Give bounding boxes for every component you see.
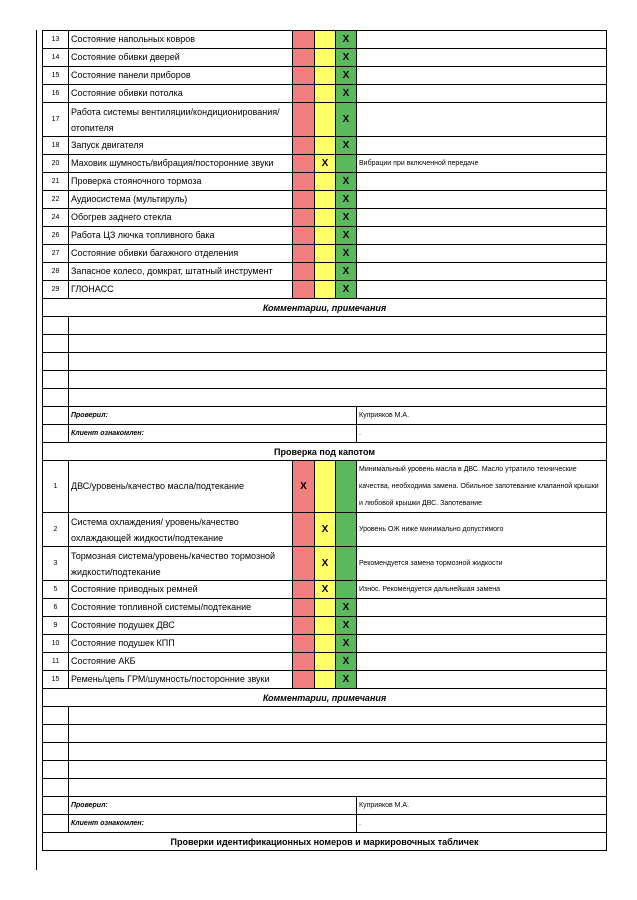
checked-by-value[interactable]: Куприяков М.А. xyxy=(357,407,607,425)
yellow-status-cell[interactable] xyxy=(315,653,336,671)
red-status-cell[interactable]: X xyxy=(293,461,315,513)
row-number: 15 xyxy=(43,67,69,85)
comment-line xyxy=(43,725,607,743)
comment-input[interactable] xyxy=(69,335,607,353)
remark-cell[interactable]: Рекомендуется замена тормозной жидкости xyxy=(357,547,607,581)
item-label: ГЛОНАСС xyxy=(69,281,293,299)
checked-by-row xyxy=(43,407,607,425)
green-status-cell[interactable]: X xyxy=(336,31,357,49)
green-status-cell[interactable] xyxy=(336,547,357,581)
comment-gutter xyxy=(43,371,69,389)
red-status-cell[interactable] xyxy=(293,103,315,137)
comment-line xyxy=(43,335,607,353)
red-status-cell[interactable] xyxy=(293,245,315,263)
comment-line xyxy=(43,743,607,761)
item-label: Состояние подушек ДВС xyxy=(69,617,293,635)
yellow-status-cell[interactable]: X xyxy=(315,581,336,599)
yellow-status-cell[interactable]: X xyxy=(315,155,336,173)
comment-input[interactable] xyxy=(69,353,607,371)
red-status-cell[interactable] xyxy=(293,227,315,245)
comment-gutter xyxy=(43,743,69,761)
green-status-cell[interactable] xyxy=(336,155,357,173)
comment-gutter xyxy=(43,317,69,335)
row-number: 21 xyxy=(43,173,69,191)
red-status-cell[interactable] xyxy=(293,653,315,671)
table-row xyxy=(43,31,607,49)
comment-input[interactable] xyxy=(69,761,607,779)
row-number: 22 xyxy=(43,191,69,209)
row-number: 14 xyxy=(43,49,69,67)
red-status-cell[interactable] xyxy=(293,671,315,689)
client-acknowledged-row xyxy=(43,425,607,443)
item-label: Состояние обивки потолка xyxy=(69,85,293,103)
yellow-status-cell[interactable] xyxy=(315,85,336,103)
comment-gutter xyxy=(43,725,69,743)
red-status-cell[interactable] xyxy=(293,85,315,103)
item-label: Ремень/цепь ГРМ/шумность/посторонние звуки xyxy=(69,671,293,689)
remark-cell[interactable] xyxy=(357,173,607,191)
table-row xyxy=(43,547,607,581)
yellow-status-cell[interactable] xyxy=(315,209,336,227)
under-hood-title: Проверка под капотом xyxy=(43,443,607,461)
item-label: Состояние подушек КПП xyxy=(69,635,293,653)
remark-cell[interactable] xyxy=(357,617,607,635)
table-row xyxy=(43,227,607,245)
cabin-check-section xyxy=(43,31,607,299)
table-row xyxy=(43,67,607,85)
row-number: 6 xyxy=(43,599,69,617)
yellow-status-cell[interactable] xyxy=(315,635,336,653)
row-number: 2 xyxy=(43,513,69,547)
comment-line xyxy=(43,761,607,779)
checked-by-row xyxy=(43,797,607,815)
yellow-status-cell[interactable] xyxy=(315,173,336,191)
item-label: Аудиосистема (мультируль) xyxy=(69,191,293,209)
red-status-cell[interactable] xyxy=(293,137,315,155)
green-status-cell[interactable]: X xyxy=(336,173,357,191)
yellow-status-cell[interactable] xyxy=(315,245,336,263)
yellow-status-cell[interactable] xyxy=(315,67,336,85)
table-row xyxy=(43,513,607,547)
section-header-row xyxy=(43,833,607,851)
row-number: 1 xyxy=(43,461,69,513)
item-label: Состояние обивки багажного отделения xyxy=(69,245,293,263)
section-header-row xyxy=(43,443,607,461)
row-number: 10 xyxy=(43,635,69,653)
red-status-cell[interactable] xyxy=(293,581,315,599)
comment-input[interactable] xyxy=(69,707,607,725)
red-status-cell[interactable] xyxy=(293,191,315,209)
row-number: 5 xyxy=(43,581,69,599)
table-row xyxy=(43,245,607,263)
green-status-cell[interactable]: X xyxy=(336,227,357,245)
yellow-status-cell[interactable] xyxy=(315,103,336,137)
item-label: Состояние панели приборов xyxy=(69,67,293,85)
row-number: 15 xyxy=(43,671,69,689)
green-status-cell[interactable]: X xyxy=(336,281,357,299)
table-row xyxy=(43,155,607,173)
checked-by-value[interactable]: Куприяков М.А. xyxy=(357,797,607,815)
yellow-status-cell[interactable]: X xyxy=(315,547,336,581)
comment-line xyxy=(43,317,607,335)
item-label: Проверка стояночного тормоза xyxy=(69,173,293,191)
yellow-status-cell[interactable] xyxy=(315,671,336,689)
comment-line xyxy=(43,353,607,371)
row-number: 9 xyxy=(43,617,69,635)
table-row xyxy=(43,173,607,191)
yellow-status-cell[interactable] xyxy=(315,599,336,617)
row-number: 28 xyxy=(43,263,69,281)
remark-cell[interactable] xyxy=(357,653,607,671)
yellow-status-cell[interactable] xyxy=(315,617,336,635)
green-status-cell[interactable]: X xyxy=(336,617,357,635)
red-status-cell[interactable] xyxy=(293,209,315,227)
section-header-row xyxy=(43,299,607,317)
row-number: 13 xyxy=(43,31,69,49)
remark-cell[interactable] xyxy=(357,137,607,155)
item-label: Запасное колесо, домкрат, штатный инструмент xyxy=(69,263,293,281)
comments-title: Комментарии, примечания xyxy=(43,689,607,707)
red-status-cell[interactable] xyxy=(293,49,315,67)
red-status-cell[interactable] xyxy=(293,155,315,173)
green-status-cell[interactable] xyxy=(336,513,357,547)
id-numbers-title: Проверки идентификационных номеров и маркировочных табличек xyxy=(43,833,607,851)
red-status-cell[interactable] xyxy=(293,617,315,635)
signature-gutter xyxy=(43,815,69,833)
item-label: ДВС/уровень/качество масла/подтекание xyxy=(69,461,293,513)
item-label: Работа системы вентиляции/кондиционирования/ отопителя xyxy=(69,103,293,137)
yellow-status-cell[interactable] xyxy=(315,281,336,299)
yellow-status-cell[interactable] xyxy=(315,461,336,513)
item-label: Состояние топливной системы/подтекание xyxy=(69,599,293,617)
remark-cell[interactable]: Уровень ОЖ ниже минимально допустимого xyxy=(357,513,607,547)
comment-line xyxy=(43,371,607,389)
remark-cell[interactable] xyxy=(357,599,607,617)
inspection-sheet xyxy=(42,30,607,851)
comment-gutter xyxy=(43,389,69,407)
comment-gutter xyxy=(43,779,69,797)
red-status-cell[interactable] xyxy=(293,281,315,299)
remark-cell[interactable]: Минимальный уровень масла в ДВС. Масло утратило технические качества, необходима замена. Обильное запотевание клапанной крышки и любовой крышки ДВС. Запотевание xyxy=(357,461,607,513)
checked-by-label: Проверил: xyxy=(69,797,357,815)
row-number: 29 xyxy=(43,281,69,299)
green-status-cell[interactable]: X xyxy=(336,671,357,689)
yellow-status-cell[interactable] xyxy=(315,49,336,67)
item-label: Тормозная система/уровень/качество тормозной жидкости/подтекание xyxy=(69,547,293,581)
checked-by-label: Проверил: xyxy=(69,407,357,425)
green-status-cell[interactable]: X xyxy=(336,653,357,671)
remark-cell[interactable] xyxy=(357,31,607,49)
remark-cell[interactable] xyxy=(357,49,607,67)
remark-cell[interactable]: Износ. Рекомендуется дальнейшая замена xyxy=(357,581,607,599)
remark-cell[interactable] xyxy=(357,263,607,281)
row-number: 17 xyxy=(43,103,69,137)
red-status-cell[interactable] xyxy=(293,635,315,653)
remark-cell[interactable] xyxy=(357,209,607,227)
yellow-status-cell[interactable]: X xyxy=(315,513,336,547)
remark-cell[interactable] xyxy=(357,281,607,299)
comment-gutter xyxy=(43,761,69,779)
table-row xyxy=(43,599,607,617)
item-label: Состояние приводных ремней xyxy=(69,581,293,599)
yellow-status-cell[interactable] xyxy=(315,191,336,209)
comment-line xyxy=(43,707,607,725)
comment-input[interactable] xyxy=(69,779,607,797)
green-status-cell[interactable]: X xyxy=(336,191,357,209)
signature-gutter xyxy=(43,407,69,425)
table-row xyxy=(43,281,607,299)
client-acknowledged-row xyxy=(43,815,607,833)
table-row xyxy=(43,191,607,209)
red-status-cell[interactable] xyxy=(293,67,315,85)
table-row xyxy=(43,49,607,67)
row-number: 26 xyxy=(43,227,69,245)
green-status-cell[interactable]: X xyxy=(336,103,357,137)
yellow-status-cell[interactable] xyxy=(315,137,336,155)
remark-cell[interactable] xyxy=(357,245,607,263)
red-status-cell[interactable] xyxy=(293,173,315,191)
comments-title: Комментарии, примечания xyxy=(43,299,607,317)
green-status-cell[interactable]: X xyxy=(336,599,357,617)
table-row xyxy=(43,653,607,671)
client-acknowledged-value[interactable]: . xyxy=(357,425,607,443)
remark-cell[interactable] xyxy=(357,85,607,103)
green-status-cell[interactable]: X xyxy=(336,137,357,155)
row-number: 3 xyxy=(43,547,69,581)
green-status-cell[interactable]: X xyxy=(336,263,357,281)
green-status-cell[interactable]: X xyxy=(336,245,357,263)
remark-cell[interactable] xyxy=(357,635,607,653)
item-label: Состояние обивки дверей xyxy=(69,49,293,67)
green-status-cell[interactable]: X xyxy=(336,209,357,227)
table-row xyxy=(43,671,607,689)
red-status-cell[interactable] xyxy=(293,513,315,547)
comments-section-1 xyxy=(43,299,607,443)
comment-input[interactable] xyxy=(69,725,607,743)
item-label: Состояние АКБ xyxy=(69,653,293,671)
red-status-cell[interactable] xyxy=(293,547,315,581)
row-number: 24 xyxy=(43,209,69,227)
table-row xyxy=(43,617,607,635)
client-acknowledged-value[interactable]: . xyxy=(357,815,607,833)
client-acknowledged-label: Клиент ознакомлен: xyxy=(69,815,357,833)
remark-cell[interactable] xyxy=(357,67,607,85)
item-label: Маховик шумность/вибрация/посторонние звуки xyxy=(69,155,293,173)
section-header-row xyxy=(43,689,607,707)
signature-gutter xyxy=(43,425,69,443)
table-row xyxy=(43,103,607,137)
row-number: 11 xyxy=(43,653,69,671)
table-row xyxy=(43,581,607,599)
yellow-status-cell[interactable] xyxy=(315,263,336,281)
table-row xyxy=(43,635,607,653)
table-row xyxy=(43,85,607,103)
item-label: Состояние напольных ковров xyxy=(69,31,293,49)
green-status-cell[interactable] xyxy=(336,581,357,599)
remark-cell[interactable]: Вибрации при включенной передаче xyxy=(357,155,607,173)
yellow-status-cell[interactable] xyxy=(315,31,336,49)
table-row xyxy=(43,263,607,281)
id-numbers-section xyxy=(43,833,607,851)
yellow-status-cell[interactable] xyxy=(315,227,336,245)
signature-gutter xyxy=(43,797,69,815)
comment-line xyxy=(43,389,607,407)
client-acknowledged-label: Клиент ознакомлен: xyxy=(69,425,357,443)
under-hood-section xyxy=(43,443,607,689)
remark-cell[interactable] xyxy=(357,191,607,209)
red-status-cell[interactable] xyxy=(293,599,315,617)
comment-gutter xyxy=(43,707,69,725)
table-row xyxy=(43,461,607,513)
comment-input[interactable] xyxy=(69,389,607,407)
comment-input[interactable] xyxy=(69,317,607,335)
comment-input[interactable] xyxy=(69,371,607,389)
comment-gutter xyxy=(43,335,69,353)
page-left-border xyxy=(36,30,37,870)
row-number: 27 xyxy=(43,245,69,263)
green-status-cell[interactable]: X xyxy=(336,67,357,85)
comments-section-2 xyxy=(43,689,607,833)
remark-cell[interactable] xyxy=(357,227,607,245)
row-number: 18 xyxy=(43,137,69,155)
red-status-cell[interactable] xyxy=(293,263,315,281)
comment-gutter xyxy=(43,353,69,371)
green-status-cell[interactable]: X xyxy=(336,85,357,103)
item-label: Система охлаждения/ уровень/качество охлаждающей жидкости/подтекание xyxy=(69,513,293,547)
remark-cell[interactable] xyxy=(357,103,607,137)
comment-line xyxy=(43,779,607,797)
red-status-cell[interactable] xyxy=(293,31,315,49)
table-row xyxy=(43,209,607,227)
green-status-cell[interactable] xyxy=(336,461,357,513)
remark-cell[interactable] xyxy=(357,671,607,689)
comment-input[interactable] xyxy=(69,743,607,761)
row-number: 16 xyxy=(43,85,69,103)
item-label: Работа ЦЗ лючка топливного бака xyxy=(69,227,293,245)
row-number: 20 xyxy=(43,155,69,173)
item-label: Обогрев заднего стекла xyxy=(69,209,293,227)
green-status-cell[interactable]: X xyxy=(336,49,357,67)
green-status-cell[interactable]: X xyxy=(336,635,357,653)
table-row xyxy=(43,137,607,155)
item-label: Запуск двигателя xyxy=(69,137,293,155)
